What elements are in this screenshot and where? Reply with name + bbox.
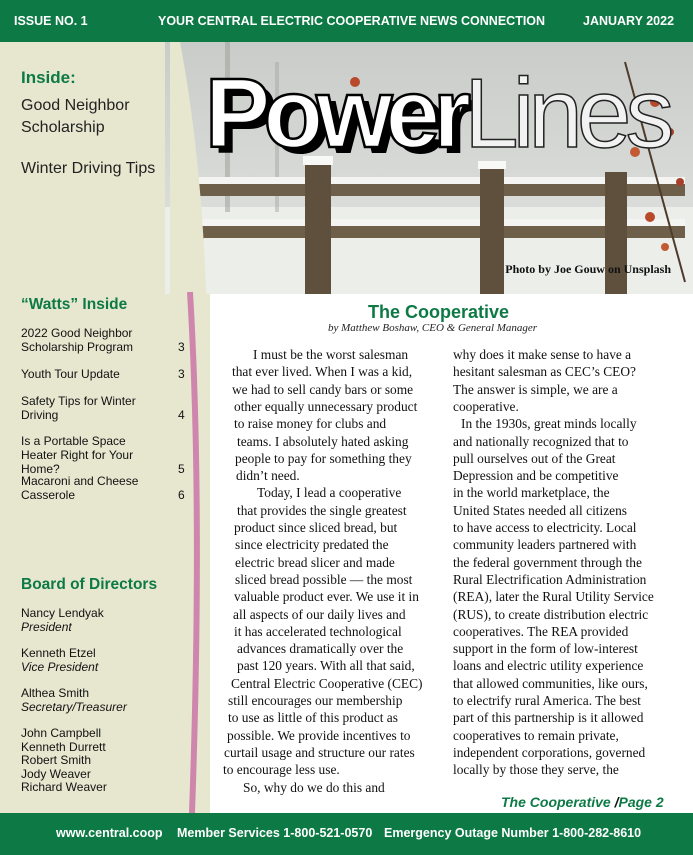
masthead-lines: Lines: [464, 58, 669, 168]
officer-role: President: [21, 619, 72, 634]
toc-item-title: 2022 Good Neighbor Scholarship Program: [21, 326, 134, 354]
toc-item: [21, 367, 186, 381]
board-member: Richard Weaver: [21, 780, 107, 794]
inside-heading: Inside:: [21, 68, 76, 87]
toc-item: [21, 474, 186, 502]
toc-item-title: Safety Tips for Winter Driving: [21, 394, 136, 422]
continued-title: The Cooperative: [501, 794, 611, 810]
article-line: hesitant salesman as CEC’s CEO?: [453, 364, 636, 380]
toc-item-title: Macaroni and Cheese Casserole: [21, 474, 139, 502]
article-line: sliced bread possible — the most: [235, 571, 413, 587]
issue-date: JANUARY 2022: [583, 14, 675, 28]
article-line: that ever lived. When I was a kid,: [232, 364, 413, 380]
toc-item-page: 4: [178, 408, 185, 422]
article-line: didn’t need.: [236, 468, 300, 484]
officer-name: Kenneth Etzel: [21, 646, 96, 660]
outage-phone: Emergency Outage Number 1-800-282-8610: [384, 826, 642, 840]
toc-item: [21, 394, 186, 422]
article-line: possible. We provide incentives to: [227, 727, 411, 743]
board-member: Jody Weaver: [21, 766, 91, 781]
article-line: loans and electric utility experience: [453, 658, 644, 674]
article-line: valuable product ever. We use it in: [234, 589, 419, 605]
toc-item: [21, 434, 186, 476]
article-line: (RUS), to create distribution electric: [453, 606, 649, 622]
article-line: and nationally recognized that to: [453, 433, 629, 449]
article-line: Rural Electrification Administration: [453, 571, 647, 587]
article-line: Central Electric Cooperative (CEC): [231, 675, 423, 691]
sidebar-curve-divider: [170, 42, 230, 813]
photo-credit: Photo by Joe Gouw on Unsplash: [505, 262, 671, 276]
article-line: pull ourselves out of the Great: [453, 450, 616, 466]
article-byline: by Matthew Boshaw, CEO & General Manager: [328, 322, 538, 334]
article-line: electric bread slicer and made: [235, 554, 395, 570]
toc-item-page: 5: [178, 462, 185, 476]
board-officer: [21, 607, 104, 634]
article-line: past 120 years. With all that said,: [237, 658, 415, 674]
toc-item-page: 3: [178, 367, 185, 381]
article-line: cooperative.: [453, 398, 519, 414]
member-services-phone: Member Services 1-800-521-0570: [177, 826, 373, 840]
board-officer: [21, 687, 127, 714]
header-tagline: YOUR CENTRAL ELECTRIC COOPERATIVE NEWS CONNECTION: [158, 14, 546, 28]
article-line: I must be the worst salesman: [253, 347, 409, 362]
article-line: cooperatives to remain private,: [453, 727, 619, 743]
officer-role: Secretary/Treasurer: [21, 699, 127, 714]
toc-item-title: Youth Tour Update: [21, 367, 120, 381]
article-line: The answer is simple, we are a: [453, 381, 618, 397]
board-member: Robert Smith: [21, 753, 92, 767]
article-line: (REA), later the Rural Utility Service: [453, 589, 654, 605]
article-line: since electricity predated the: [235, 537, 389, 553]
footer-bar: [0, 813, 693, 855]
article-line: support in the form of low-interest: [453, 641, 638, 657]
article-line: teams. I absolutely hated asking: [237, 433, 409, 449]
article-title: The Cooperative: [368, 302, 510, 322]
article-line: In the 1930s, great minds locally: [461, 416, 637, 432]
article-line: the federal government through the: [453, 554, 642, 570]
watts-inside-heading: “Watts” Inside: [21, 296, 128, 313]
continued-page: Page 2: [618, 794, 664, 810]
article-line: to have access to electricity. Local: [453, 520, 637, 535]
article-line: it has accelerated technological: [234, 623, 402, 639]
article-line: United States needed all citizens: [453, 502, 628, 518]
toc-item-page: 6: [178, 488, 185, 502]
masthead-power: Power: [205, 58, 465, 168]
board-member: Kenneth Durrett: [21, 739, 106, 754]
article-line: Today, I lead a cooperative: [257, 485, 402, 501]
toc-item: [21, 326, 186, 354]
article-line: to raise money for clubs and: [234, 416, 387, 432]
article-line: cooperatives. The REA provided: [453, 623, 629, 639]
board-officer: [21, 647, 98, 674]
toc-item-title: Is a Portable Space Heater Right for Your Home?: [21, 434, 134, 476]
board-member: John Campbell: [21, 726, 102, 740]
website-link[interactable]: www.central.coop: [56, 826, 163, 840]
continued-link[interactable]: The Cooperative /Page 2: [501, 794, 664, 810]
article-line: So, why do we do this and: [243, 779, 385, 795]
article-line: that provides the single greatest: [237, 502, 407, 518]
article-line: community leaders partnered with: [453, 537, 637, 553]
article-line: that allowed communities, like ours,: [453, 675, 648, 691]
article-line: people to pay for something they: [235, 450, 412, 466]
article-line: independent corporations, governed: [453, 744, 646, 760]
inside-item-scholarship: Good Neighbor Scholarship: [21, 97, 130, 136]
officer-name: Althea Smith: [21, 686, 90, 700]
officer-name: Nancy Lendyak: [21, 606, 104, 620]
article-line: why does it make sense to have a: [453, 347, 632, 362]
header-bar: [0, 0, 693, 42]
article-line: advances dramatically over the: [237, 641, 404, 657]
article-line: part of this partnership is it allowed: [453, 710, 644, 726]
article-line: to encourage less use.: [223, 762, 340, 778]
article-line: all aspects of our daily lives and: [233, 606, 406, 622]
article-line: other equally unnecessary product: [234, 398, 418, 414]
article-line: Depression and be competitive: [453, 468, 619, 484]
inside-item-winter-driving: Winter Driving Tips: [21, 160, 156, 177]
board-members: [21, 727, 107, 795]
article-line: still encourages our membership: [228, 693, 403, 708]
article-line: in the world marketplace, the: [453, 485, 610, 501]
article-line: to electrify rural America. The best: [453, 693, 641, 708]
article-line: curtail usage and structure our rates: [224, 744, 415, 760]
issue-number: ISSUE NO. 1: [14, 14, 88, 28]
board-heading: Board of Directors: [21, 576, 158, 593]
article-line: to use as little of this product as: [228, 710, 398, 726]
masthead-title: [205, 58, 669, 168]
toc-item-page: 3: [178, 340, 185, 354]
article-line: locally by those they serve, the: [453, 762, 619, 778]
article-line: product since sliced bread, but: [234, 520, 398, 535]
article-line: we had to sell candy bars or some: [232, 381, 414, 397]
officer-role: Vice President: [21, 659, 99, 674]
